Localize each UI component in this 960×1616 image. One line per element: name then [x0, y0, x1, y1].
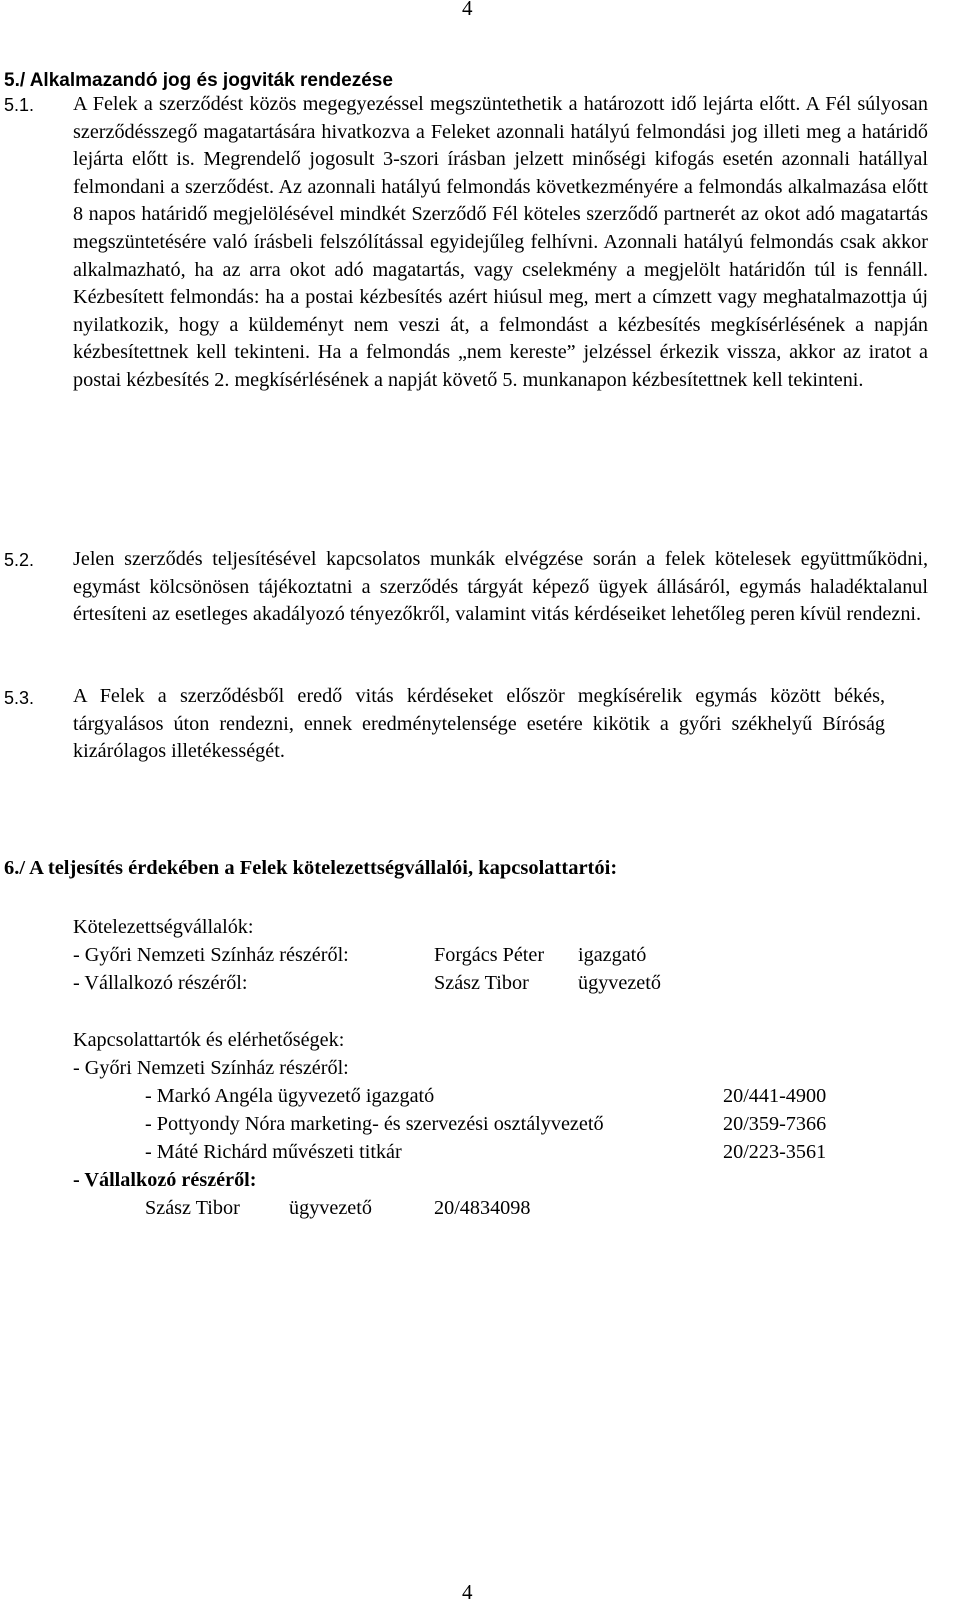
contractor-contact-name: Szász Tibor — [145, 1197, 240, 1219]
page-number-top: 4 — [462, 0, 473, 20]
item-text-5-1 — [73, 91, 928, 395]
page-number-bottom: 4 — [462, 1580, 473, 1604]
theatre-contacts-label: - Győri Nemzeti Színház részéről: — [73, 1057, 349, 1079]
contacts-label: Kapcsolattartók és elérhetőségek: — [73, 1029, 345, 1051]
theatre-contact-3-phone: 20/223-3561 — [723, 1141, 827, 1163]
theatre-contact-2: - Pottyondy Nóra marketing- és szervezési osztályvezető — [145, 1113, 604, 1135]
item-number-5-1: 5.1. — [4, 95, 35, 115]
theatre-contact-2-phone: 20/359-7366 — [723, 1113, 827, 1135]
obligor-role-theatre: igazgató — [578, 944, 647, 966]
item-number-5-3: 5.3. — [4, 688, 35, 708]
contractor-contacts-label: - Vállalkozó részéről: — [73, 1169, 257, 1191]
item-text-5-2: Jelen szerződés teljesítésével kapcsolatos munkák elvégzése során a felek kötelesek együttműködni, egymást kölcsönösen tájékoztatni a szerződés tárgyát képező ügyek állásáról, egymás haladéktalanul értesíteni az esetleges akadályozó tényezőkről, valamint vitás kérdéseiket lehetőleg peren kívül rendezni. — [73, 548, 928, 626]
obligors-label: Kötelezettségvállalók: — [73, 916, 254, 938]
obligor-name-theatre: Forgács Péter — [434, 944, 545, 966]
obligor-party-contractor: - Vállalkozó részéről: — [73, 972, 248, 994]
item-text-5-1-body: A Felek a szerződést közös megegyezéssel megszüntethetik a határozott idő lejárta előtt. A Fél súlyosan szerződésszegő magatartására hivatkozva a Feleket azonnali hatályú felmondási jog illeti meg a határidő lejárta előtt is. Megrendelő jogosult 3-szori írásban jelzett minőségi kifogás esetén azonnali hatállyal felmondani a szerződést. Az azonnali hatályú felmondás következményére a felmondás alkalmazása előtt 8 napos határidő megjelölésével mindkét Szerződő Fél köteles szerződő partnerét az okot adó magatartás megszüntetésére való írásbeli felszólítással egyidejűleg felhívni. Azonnali hatályú felmondás csak akkor alkalmazható, ha az arra okot adó magatartás, vagy cselekmény a megjelölt határidőn túl is fennáll. Kézbesített felmondás: ha a postai kézbesítés azért hiúsul meg, mert a címzett vagy meghatalmazottja új nyilatkozik, hogy a küldeményt nem veszi át, a felmondást a kézbesítés megkísérlésének a napján kézbesítettnek kell tekinteni. Ha a felmondás „nem kereste” jelzéssel érkezik vissza, akkor az iratot a postai kézbesítés 2. megkísérlésének a napját követő 5. munkanapon kézbesítettnek kell tekinteni. — [73, 93, 928, 391]
section-6-title: 6./ A teljesítés érdekében a Felek kötelezettségvállalói, kapcsolattartói: — [4, 857, 618, 879]
obligor-party-theatre: - Győri Nemzeti Színház részéről: — [73, 944, 349, 966]
obligor-role-contractor: ügyvezető — [578, 972, 661, 994]
item-number-5-2: 5.2. — [4, 550, 35, 570]
section-5-title: 5./ Alkalmazandó jog és jogviták rendezése — [4, 70, 393, 91]
obligor-name-contractor: Szász Tibor — [434, 972, 529, 994]
theatre-contact-3: - Máté Richárd művészeti titkár — [145, 1141, 402, 1163]
contractor-contact-role: ügyvezető — [289, 1197, 372, 1219]
theatre-contact-1-phone: 20/441-4900 — [723, 1085, 827, 1107]
contractor-contact-phone: 20/4834098 — [434, 1197, 531, 1219]
theatre-contact-1: - Markó Angéla ügyvezető igazgató — [145, 1085, 435, 1107]
item-text-5-3: A Felek a szerződésből eredő vitás kérdéseket először megkísérelik egymás között békés, tárgyalásos úton rendezni, ennek eredménytelensége esetére kikötik a győri székhelyű Bíróság kizárólagos illetékességét. — [73, 685, 885, 763]
